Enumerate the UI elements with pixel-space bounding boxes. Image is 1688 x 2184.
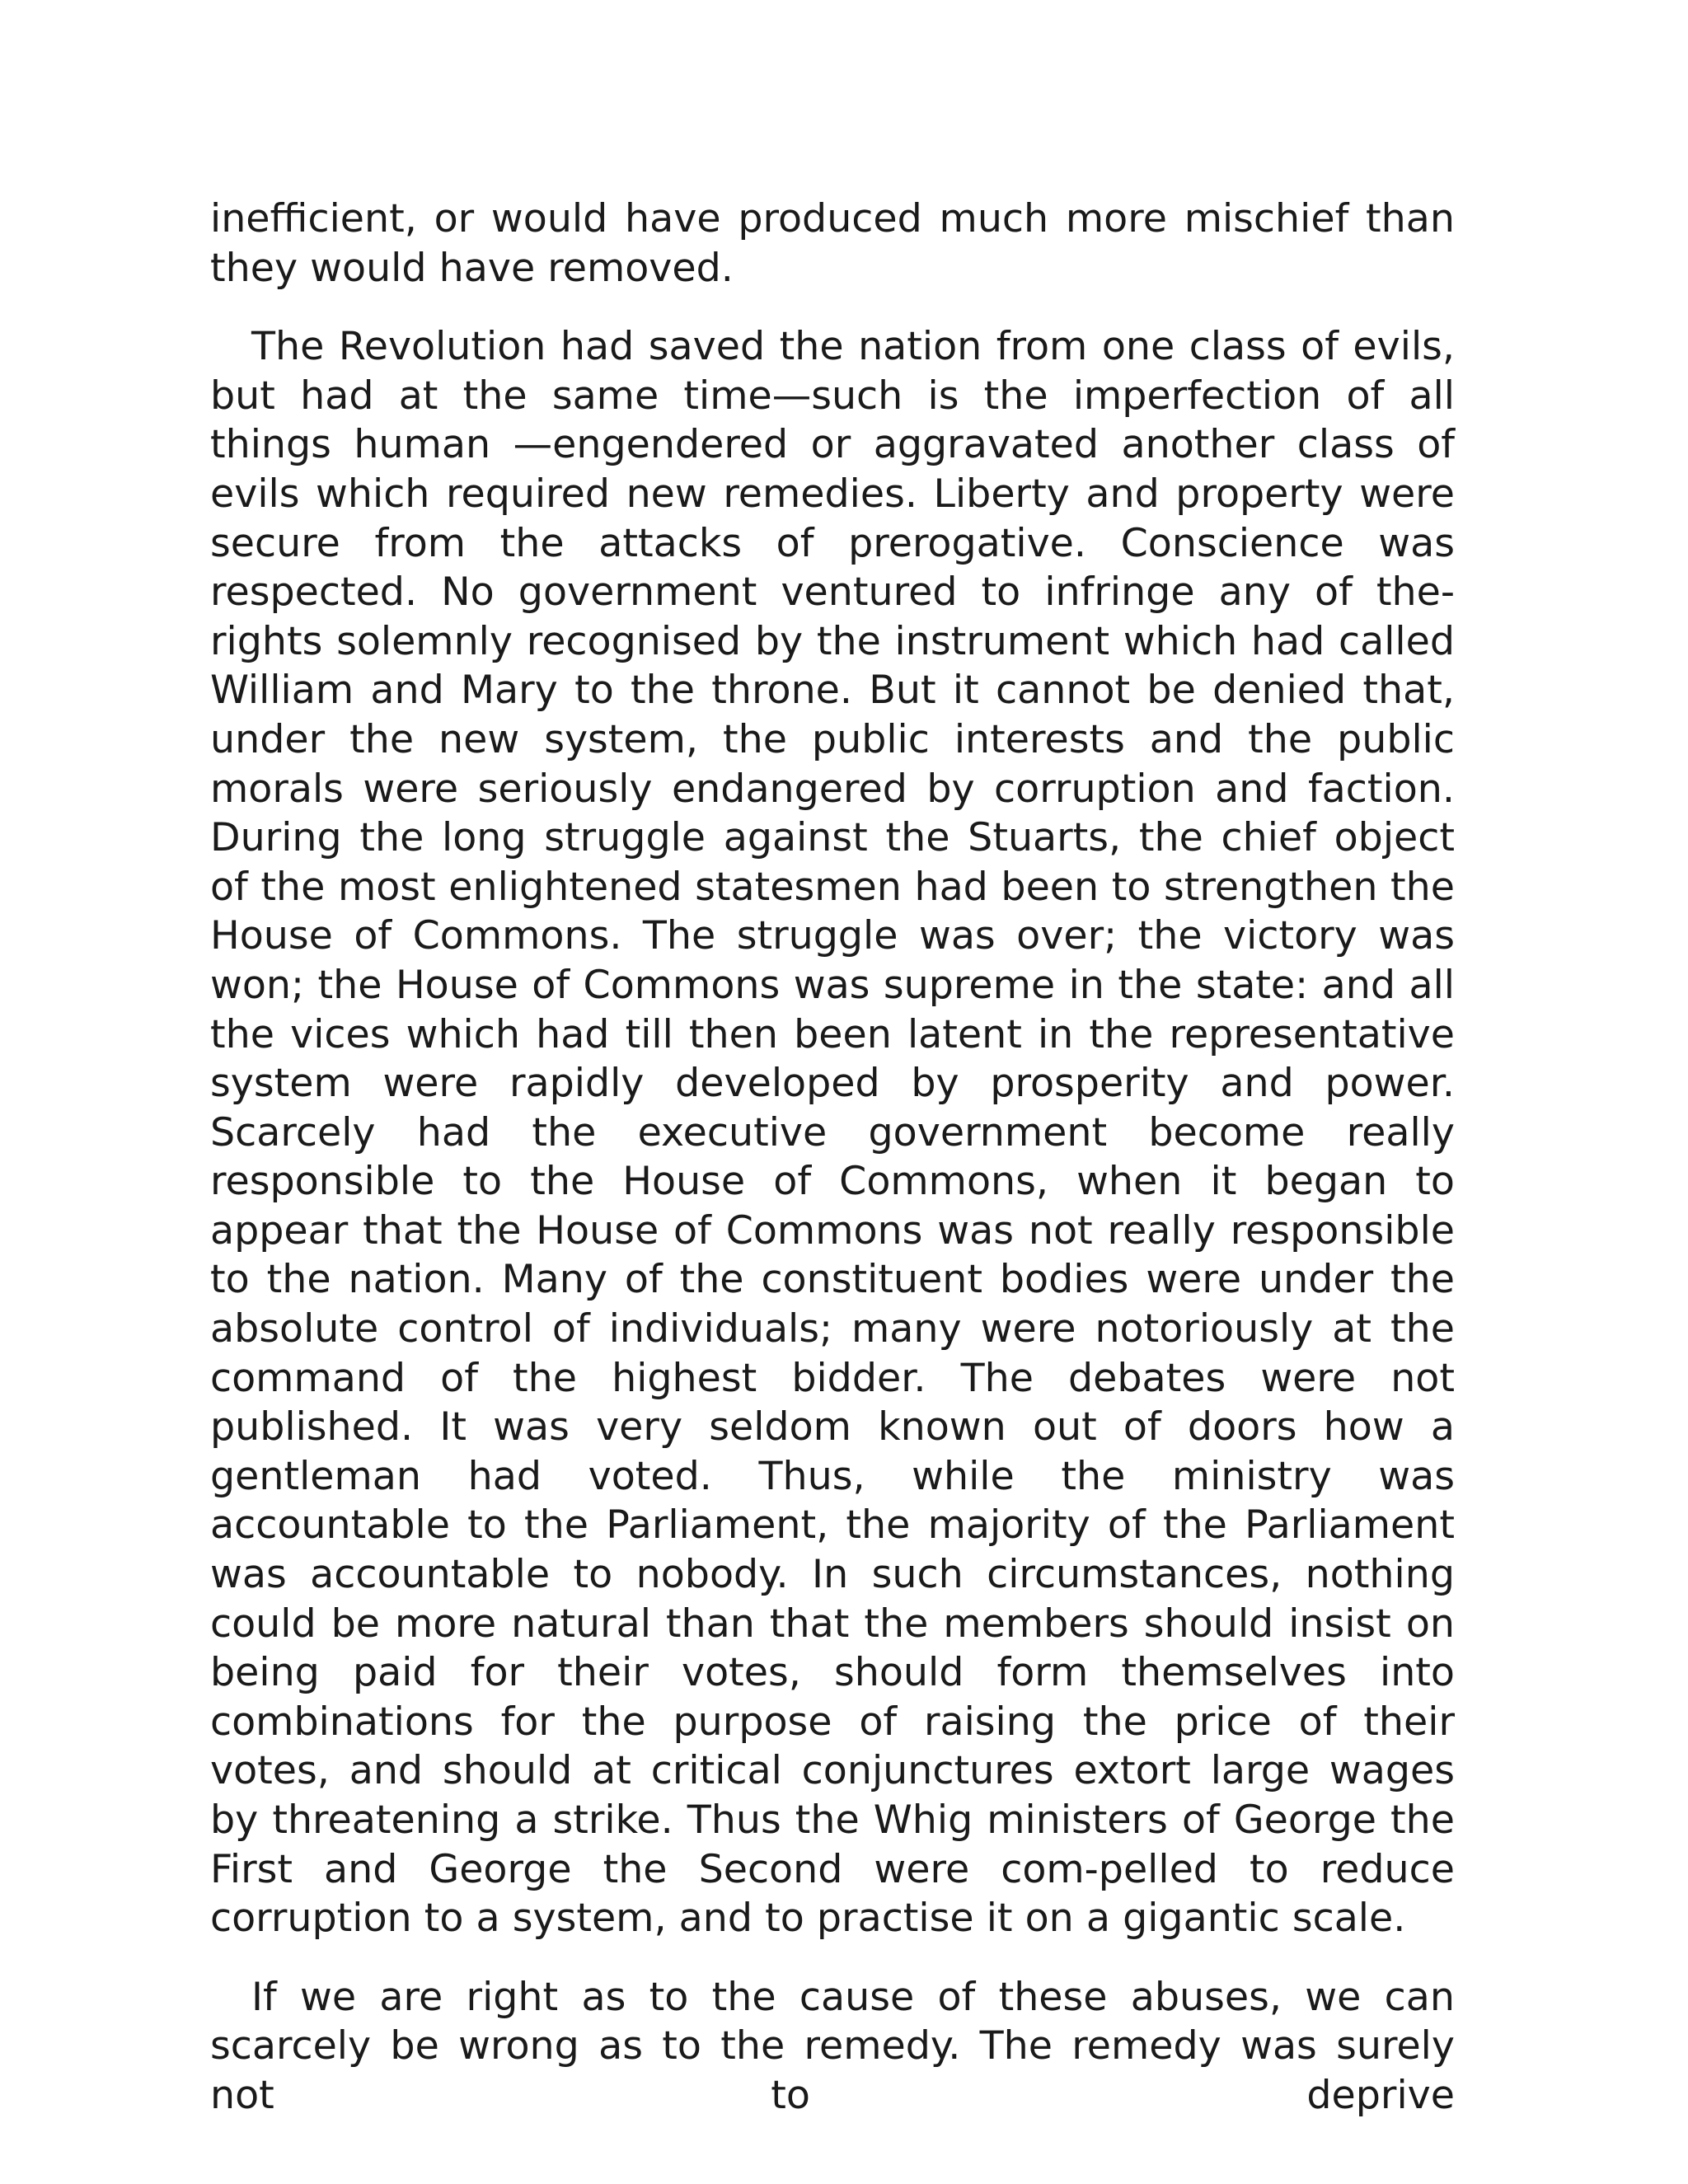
paragraph-remedy: If we are right as to the cause of these abuses, we can scarcely be wrong as to the remedy. The remedy was surely not to deprive (210, 1974, 1455, 2118)
document-page (210, 194, 1455, 2121)
paragraph-continuation: inefficient, or would have produced much more mischief than they would have removed. (210, 196, 1455, 291)
paragraph-revolution: The Revolution had saved the nation from one class of evils, but had at the same time—such is the imperfection of all things human —engendered or aggravated another class of evils which required new remedies. Liberty and property were secure from the attacks of prerogative. Conscience was respected. No government ventured to infringe any of the-rights solemnly recognised by the instrument which had called William and Mary to the throne. But it cannot be denied that, under the new system, the public interests and the public morals were seriously endangered by corruption and faction. During the long struggle against the Stuarts, the chief object of the most enlightened statesmen had been to strengthen the House of Commons. The struggle was over; the victory was won; the House of Commons was supreme in the state: and all the vices which had till then been latent in the representative system were rapidly developed by prosperity and power. Scarcely had the executive government become really responsible to the House of Commons, when it began to appear that the House of Commons was not really responsible to the nation. Many of the constituent bodies were under the absolute control of individuals; many were notoriously at the command of the highest bidder. The debates were not published. It was very seldom known out of doors how a gentleman had voted. Thus, while the ministry was accountable to the Parliament, the majority of the Parliament was accountable to nobody. In such circumstances, nothing could be more natural than that the members should insist on being paid for their votes, should form themselves into combinations for the purpose of raising the price of their votes, and should at critical conjunctures extort large wages by threatening a strike. Thus the Whig ministers of George the First and George the Second were com-pelled to reduce corruption to a system, and to practise it on a gigantic scale. (210, 324, 1455, 1942)
